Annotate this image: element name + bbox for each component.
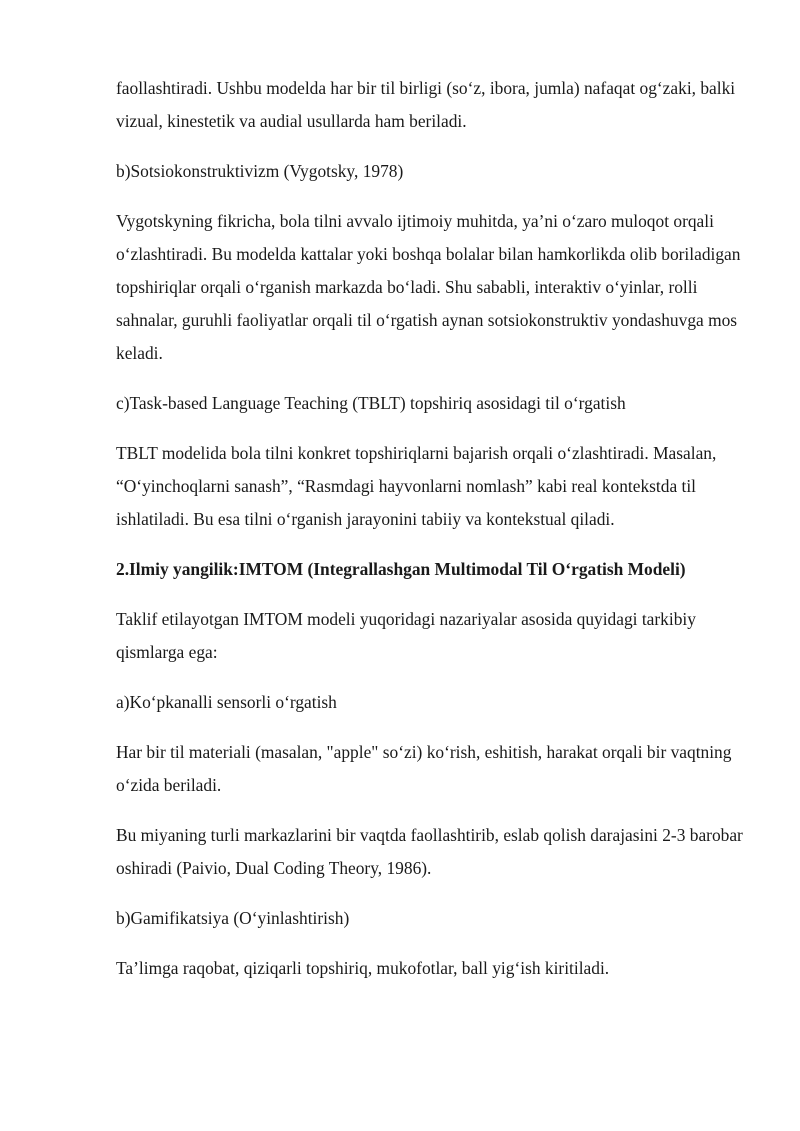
subheading-socioconstructivism: b)Sotsiokonstruktivizm (Vygotsky, 1978) — [116, 161, 404, 181]
subheading-tblt: c)Task-based Language Teaching (TBLT) topshiriq asosidagi til o‘rgatish — [116, 393, 626, 413]
paragraph-modal-intro-end: faollashtiradi. Ushbu modelda har bir til birligi (so‘z, ibora, jumla) nafaqat og‘zaki, balki vizual, kinestetik va audial usullarda ham beriladi. — [116, 78, 736, 131]
subheading-multichannel: a)Ko‘pkanalli sensorli o‘rgatish — [116, 692, 337, 712]
paragraph-vygotsky: Vygotskyning fikricha, bola tilni avvalo ijtimoiy muhitda, ya’ni o‘zaro muloqot orqali o‘zlashtiradi. Bu modelda kattalar yoki boshqa bolalar bilan hamkorlikda olib boriladigan topshiriqlar orqali o‘rganish markazda bo‘ladi. Shu sababli, interaktiv o‘yinlar, rolli sahnalar, guruhli faoliyatlar orqali til o‘rgatish aynan sotsiokonstruktiv yondashuvga mos keladi. — [116, 211, 741, 363]
paragraph-tblt: TBLT modelida bola tilni konkret topshiriqlarni bajarish orqali o‘zlashtiradi. Masalan, “O‘yinchoqlarni sanash”, “Rasmdagi hayvonlarni nomlash” kabi real kontekstda til ishlatiladi. Bu esa tilni o‘rganish jarayonini tabiiy va kontekstual qiladi. — [116, 443, 717, 529]
section-heading-imtom: 2.Ilmiy yangilik:IMTOM (Integrallashgan Multimodal Til O‘rgatish Modeli) — [116, 559, 686, 579]
paragraph-dual-coding: Bu miyaning turli markazlarini bir vaqtda faollashtirib, eslab qolish darajasini 2-3 barobar oshiradi (Paivio, Dual Coding Theory, 1986). — [116, 825, 743, 878]
paragraph-imtom-intro: Taklif etilayotgan IMTOM modeli yuqoridagi nazariyalar asosida quyidagi tarkibiy qismlarga ega: — [116, 609, 696, 662]
paragraph-multichannel: Har bir til materiali (masalan, "apple" so‘zi) ko‘rish, eshitish, harakat orqali bir vaqtning o‘zida beriladi. — [116, 742, 732, 795]
paragraph-gamification: Ta’limga raqobat, qiziqarli topshiriq, mukofotlar, ball yig‘ish kiritiladi. — [116, 958, 610, 978]
subheading-gamification: b)Gamifikatsiya (O‘yinlashtirish) — [116, 908, 350, 928]
document-page — [116, 72, 746, 1002]
